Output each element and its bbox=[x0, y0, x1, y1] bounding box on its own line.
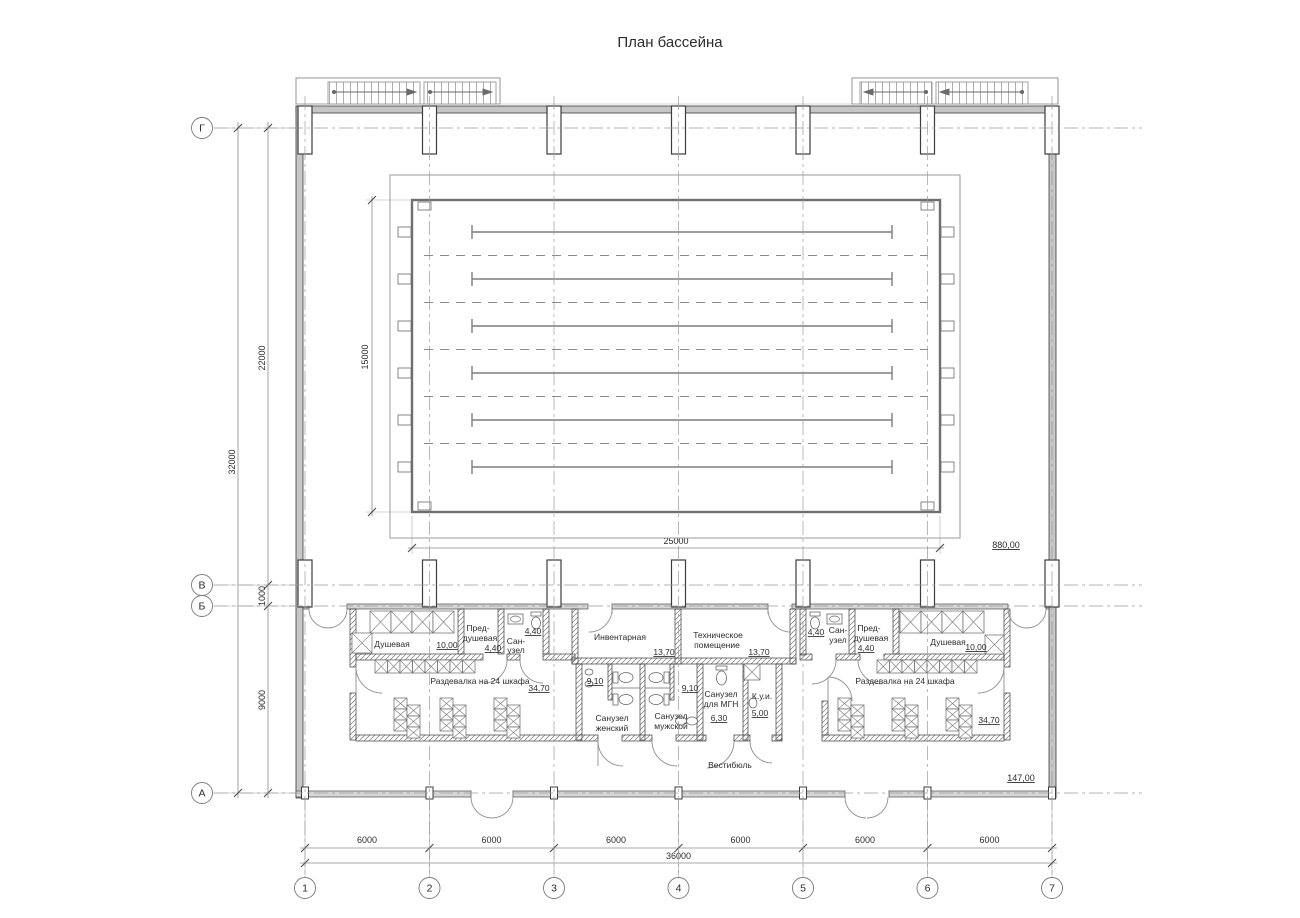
exterior-stair-right bbox=[852, 78, 1058, 104]
room-wc-women-1: Санузел bbox=[595, 713, 629, 723]
locker-island bbox=[946, 698, 959, 731]
room-wc-women-2: женский bbox=[595, 723, 629, 733]
dim-mid-height: 1000 bbox=[257, 585, 267, 607]
area-wc-mgn: 6,30 bbox=[710, 713, 728, 723]
room-vestibule: Вестибюль bbox=[708, 760, 752, 770]
locker-island bbox=[892, 698, 905, 731]
dim-lower-height: 9000 bbox=[257, 689, 267, 711]
pool-side-tabs bbox=[398, 202, 954, 510]
room-wc-men-1: Санузел bbox=[654, 711, 688, 721]
room-wc-mgn-1: Санузел bbox=[704, 689, 738, 699]
locker-island bbox=[851, 705, 864, 738]
locker-island bbox=[440, 698, 453, 731]
area-san-right: 4,40 bbox=[807, 627, 825, 637]
area-kui: 5,00 bbox=[751, 708, 769, 718]
axis-col-2: 2 bbox=[426, 882, 433, 895]
room-tech-1: Техническое bbox=[693, 630, 743, 640]
room-wc-men-2: мужской bbox=[654, 721, 688, 731]
area-shower-left: 10,00 bbox=[436, 640, 458, 650]
room-san-right-2: узел bbox=[829, 635, 847, 645]
area-locker-right: 34,70 bbox=[978, 715, 1000, 725]
shower-stalls-right bbox=[900, 611, 984, 633]
room-tech-2: помещение bbox=[694, 640, 740, 650]
area-locker-left: 34,70 bbox=[528, 683, 550, 693]
pool-hall-area: 880,00 bbox=[992, 540, 1020, 550]
room-shower-right: Душевая bbox=[930, 637, 966, 647]
room-wc-mgn-2: для МГН bbox=[703, 699, 739, 709]
axis-bubbles-cols bbox=[295, 878, 1063, 899]
axis-row-g: Г bbox=[199, 122, 205, 135]
dim-bay-5: 6000 bbox=[854, 835, 876, 845]
locker-island bbox=[494, 698, 507, 731]
room-san-right-1: Сан- bbox=[828, 625, 848, 635]
exterior-stair-left bbox=[296, 78, 500, 104]
locker-island bbox=[507, 705, 520, 738]
exterior-walls bbox=[296, 106, 1056, 798]
area-wc-women: 9,10 bbox=[586, 676, 604, 686]
room-san-left-1: Сан- bbox=[506, 636, 526, 646]
drawing-title: План бассейна bbox=[617, 34, 723, 51]
dim-upper-height: 22000 bbox=[257, 345, 267, 371]
dim-bay-1: 6000 bbox=[356, 835, 378, 845]
locker-band-left bbox=[375, 660, 475, 673]
room-labels bbox=[374, 623, 1035, 783]
area-wc-men: 9,10 bbox=[681, 683, 699, 693]
area-tech: 13,70 bbox=[748, 647, 770, 657]
shower-stall-right-corner bbox=[985, 635, 1004, 654]
dim-bay-3: 6000 bbox=[605, 835, 627, 845]
shower-stalls-left bbox=[370, 611, 454, 633]
room-shower-left: Душевая bbox=[374, 639, 410, 649]
locker-island bbox=[959, 705, 972, 738]
locker-island bbox=[453, 705, 466, 738]
locker-island bbox=[394, 698, 407, 731]
dimension-lines bbox=[234, 122, 1057, 867]
locker-island bbox=[905, 705, 918, 738]
room-preshower-right-1: Пред- bbox=[857, 623, 881, 633]
locker-island bbox=[407, 705, 420, 738]
axis-col-4: 4 bbox=[675, 882, 682, 895]
shower-stall-left-corner bbox=[352, 633, 372, 653]
dim-bay-2: 6000 bbox=[481, 835, 502, 845]
room-san-left-2: узел bbox=[507, 645, 525, 655]
pool-lanes-dashed bbox=[424, 256, 928, 444]
dim-total-height: 32000 bbox=[227, 449, 237, 475]
dim-pool-height: 15000 bbox=[360, 344, 370, 370]
room-inventory: Инвентарная bbox=[594, 632, 646, 642]
dim-pool-width: 25000 bbox=[663, 536, 689, 546]
locker-island bbox=[838, 698, 851, 731]
room-preshower-right-2: душевая bbox=[853, 633, 889, 643]
area-shower-right: 10,00 bbox=[965, 642, 987, 652]
room-kui: К.у.и. bbox=[751, 691, 773, 701]
grid-lines bbox=[214, 96, 1142, 874]
axis-col-6: 6 bbox=[924, 882, 931, 895]
pool bbox=[390, 175, 1020, 550]
room-preshower-left-1: Пред- bbox=[466, 623, 490, 633]
area-vestibule: 147,00 bbox=[1007, 773, 1035, 783]
room-locker-left: Раздевалка на 24 шкафа bbox=[430, 676, 530, 686]
area-preshower-left: 4,40 bbox=[484, 643, 502, 653]
dimension-labels bbox=[227, 344, 1000, 861]
floor-drain-kui bbox=[744, 664, 760, 680]
axis-col-7: 7 bbox=[1049, 882, 1055, 895]
dim-total-width: 36000 bbox=[665, 851, 692, 861]
area-san-left: 4,40 bbox=[524, 626, 542, 636]
extension-lines bbox=[232, 128, 1052, 872]
area-preshower-right: 4,40 bbox=[857, 643, 875, 653]
area-inventory: 13,70 bbox=[653, 647, 675, 657]
dim-bay-4: 6000 bbox=[730, 835, 751, 845]
dim-bay-6: 6000 bbox=[979, 835, 1000, 845]
axis-col-5: 5 bbox=[800, 882, 806, 895]
locker-band-right bbox=[877, 660, 977, 673]
axis-row-b: Б bbox=[198, 600, 206, 613]
axis-col-3: 3 bbox=[551, 882, 557, 895]
room-preshower-left-2: душевая bbox=[462, 633, 498, 643]
axis-row-a: А bbox=[198, 787, 206, 800]
room-locker-right: Раздевалка на 24 шкафа bbox=[855, 676, 955, 686]
axis-bubbles-rows bbox=[192, 118, 213, 804]
axis-col-1: 1 bbox=[302, 882, 308, 895]
axis-row-v: В bbox=[198, 579, 206, 592]
